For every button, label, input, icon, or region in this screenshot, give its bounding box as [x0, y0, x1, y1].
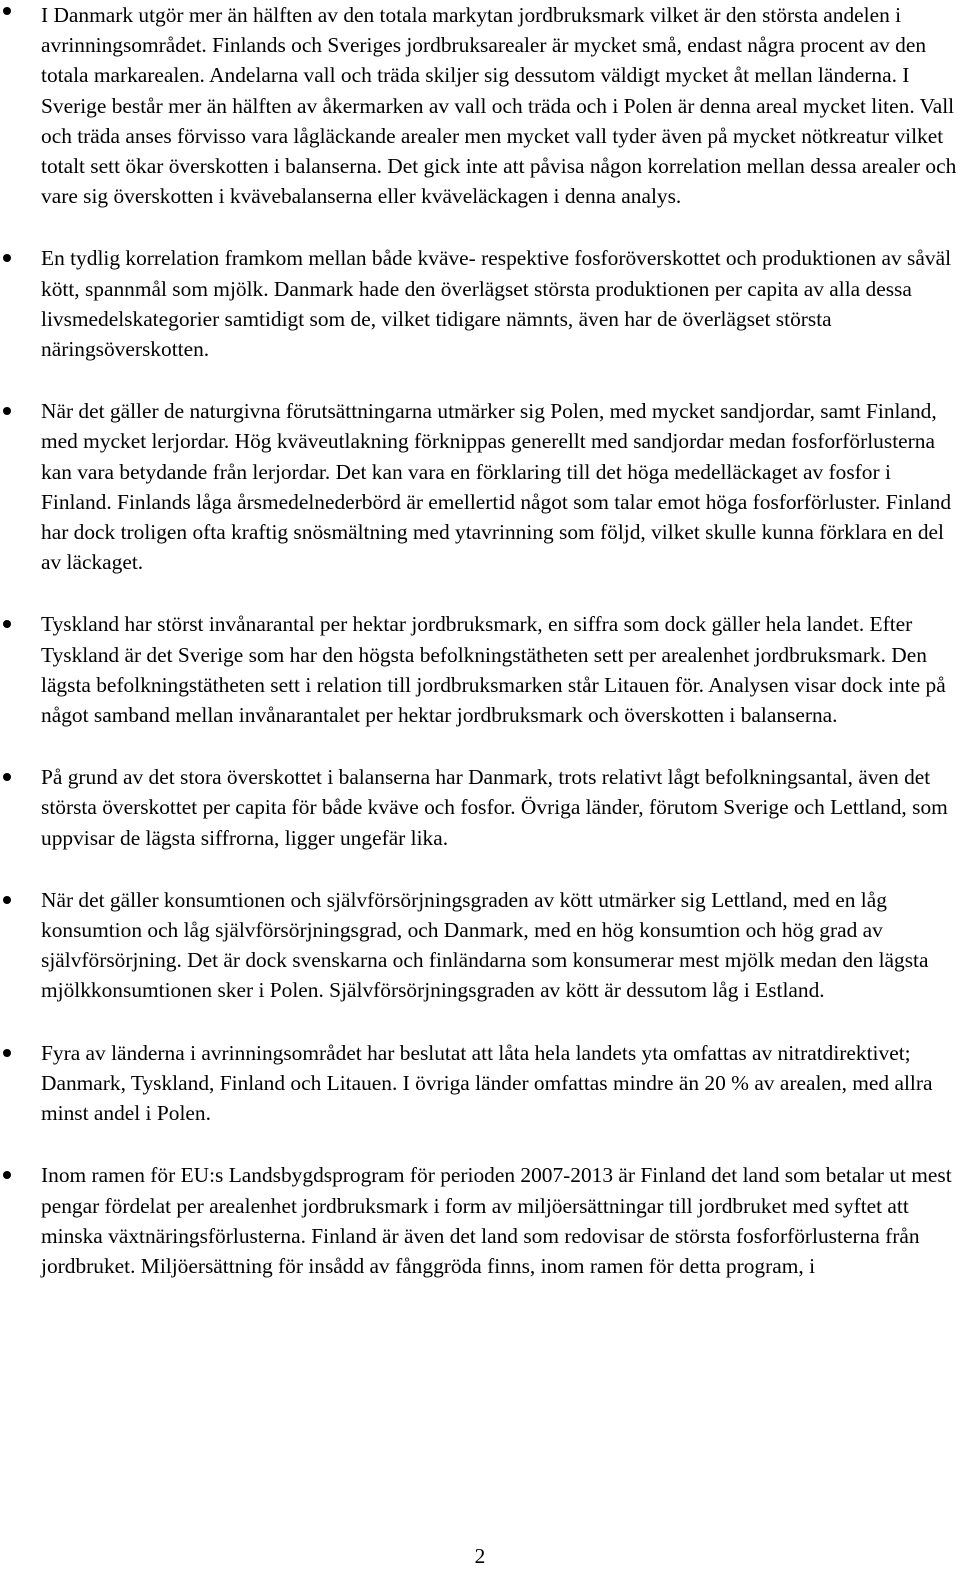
- page-number: 2: [474, 1544, 486, 1568]
- bullet-item: [0, 1160, 960, 1281]
- paragraph-text: Tyskland har störst invånarantal per hektar jordbruksmark, en siffra som dock gäller hela landet. Efter Tyskland är det Sverige som har den högsta befolkningstätheten sett per arealenhet jordbruksmark. Den lägsta befolkningstätheten sett i relation till jordbruksmarken står Litauen för. Analysen visar dock inte på något samband mellan invånarantalet per hektar jordbruksmark och överskotten i balanserna.: [41, 612, 946, 728]
- paragraph-text: När det gäller konsumtionen och självförsörjningsgraden av kött utmärker sig Lettland, med en låg konsumtion och låg självförsörjningsgrad, och Danmark, med en hög konsumtion och hög grad av självförsörjning. Det är dock svenskarna och finländarna som konsumerar mest mjölk medan den lägsta mjölkkonsumtionen sker i Polen. Självförsörjningsgraden av kött är dessutom låg i Estland.: [41, 887, 929, 1003]
- bullet-item: [0, 0, 960, 211]
- paragraph-text: En tydlig korrelation framkom mellan både kväve- respektive fosforöverskottet och produktionen av såväl kött, spannmål som mjölk. Danmark hade den överlägset största produktionen per capita av alla dessa livsmedelskategorier samtidigt som de, vilket tidigare nämnts, även har de överlägset största näringsöverskotten.: [41, 246, 952, 362]
- bullet-item: [0, 243, 960, 364]
- bullet-item: [0, 762, 960, 853]
- paragraph-text: När det gäller de naturgivna förutsättningarna utmärker sig Polen, med mycket sandjordar, samt Finland, med mycket lerjordar. Hög kväveutlakning förknippas generellt med sandjordar medan fosforförlusterna kan vara betydande från lerjordar. Det kan vara en förklaring till det höga medelläckaget av fosfor i Finland. Finlands låga årsmedelnederbörd är emellertid något som talar emot höga fosforförluster. Finland har dock troligen ofta kraftig snösmältning med ytavrinning som följd, vilket skulle kunna förklara en del av läckaget.: [41, 399, 952, 575]
- paragraph-text: På grund av det stora överskottet i balanserna har Danmark, trots relativt lågt befolkningsantal, även det största överskottet per capita för både kväve och fosfor. Övriga länder, förutom Sverige och Lettland, som uppvisar de lägsta siffrorna, ligger ungefär lika.: [41, 765, 948, 850]
- paragraph-text: Inom ramen för EU:s Landsbygdsprogram för perioden 2007-2013 är Finland det land som betalar ut mest pengar fördelat per arealenhet jordbruksmark i form av miljöersättningar till jordbruket med syftet att minska växtnäringsförlusterna. Finland är även det land som redovisar de största fosforförlusterna från jordbruket. Miljöersättning för insådd av fånggröda finns, inom ramen för detta program, i: [41, 1163, 952, 1278]
- bullet-item: [0, 885, 960, 1006]
- paragraph-text: Fyra av länderna i avrinningsområdet har beslutat att låta hela landets yta omfattas av nitratdirektivet; Danmark, Tyskland, Finland och Litauen. I övriga länder omfattas mindre än 20 % av arealen, med allra minst andel i Polen.: [41, 1040, 933, 1126]
- bullet-item: [0, 609, 960, 730]
- bullet-item: [0, 1038, 960, 1129]
- paragraph-text: I Danmark utgör mer än hälften av den totala markytan jordbruksmark vilket är den största andelen i avrinningsområdet. Finlands och Sveriges jordbruksarealer är mycket små, endast några procent av den totala markarealen. Andelarna vall och träda skiljer sig dessutom väldigt mycket åt mellan länderna. I Sverige består mer än hälften av åkermarken av vall och träda och i Polen är denna areal mycket liten. Vall och träda anses förvisso vara lågläckande arealer men mycket vall tyder även på mycket nötkreatur vilket totalt sett ökar överskotten i balanserna. Det gick inte att påvisa någon korrelation mellan dessa arealer och vare sig överskotten i kvävebalanserna eller kväveläckagen i denna analys.: [41, 3, 957, 209]
- bullet-item: [0, 396, 960, 577]
